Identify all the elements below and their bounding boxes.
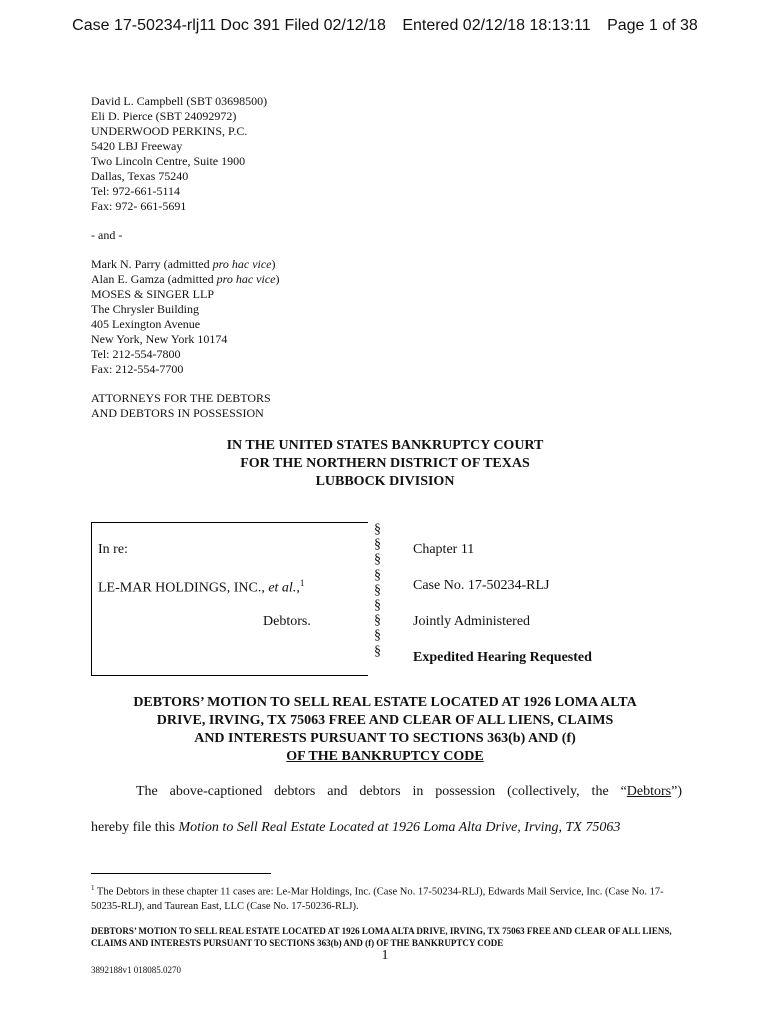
counsel-line-parry: Mark N. Parry (admitted pro hac vice)	[91, 257, 276, 271]
entered-info: Entered 02/12/18 18:13:11	[402, 17, 591, 34]
motion-title: DEBTORS’ MOTION TO SELL REAL ESTATE LOCATED AT 1926 LOMA ALTA DRIVE, IRVING, TX 75063 FREE AND CLEAR OF ALL LIENS, CLAIMS AND INTERESTS PURSUANT TO SECTIONS 363(b) AND (f) OF THE BANKRUPTCY CODE	[133, 695, 637, 764]
ecf-header-stamp	[0, 17, 770, 35]
defined-term-debtors: Debtors	[626, 784, 672, 799]
chapter-label: Chapter 11	[413, 542, 475, 557]
counsel-line: Fax: 972- 661-5691	[91, 199, 187, 213]
motion-title-reference: Motion to Sell Real Estate Located at 1926 Loma Alta Drive, Irving, TX 75063	[178, 820, 621, 835]
debtors-label: Debtors.	[263, 614, 311, 629]
counsel-line: Two Lincoln Centre, Suite 1900	[91, 154, 246, 168]
footer-running-title: DEBTORS’ MOTION TO SELL REAL ESTATE LOCATED AT 1926 LOMA ALTA DRIVE, IRVING, TX 75063 FREE AND CLEAR OF ALL LIENS, CLAIMS AND INTERESTS PURSUANT TO SECTIONS 363(b) AND (f) OF THE BANKRUPTCY CODE	[91, 926, 672, 948]
counsel-block-moses-singer	[91, 257, 280, 377]
attorneys-designation: ATTORNEYS FOR THE DEBTORS AND DEBTORS IN POSSESSION	[91, 391, 271, 420]
counsel-line-gamza: Alan E. Gamza (admitted pro hac vice)	[91, 272, 280, 286]
case-filed-info: Case 17-50234-rlj11 Doc 391 Filed 02/12/18	[72, 17, 386, 34]
document-id: 3892188v1 018085.0270	[91, 965, 181, 975]
counsel-line: The Chrysler Building	[91, 302, 199, 316]
counsel-line: UNDERWOOD PERKINS, P.C.	[91, 124, 248, 138]
footnote-marker: 1	[299, 578, 305, 588]
counsel-line: Eli D. Pierce (SBT 24092972)	[91, 109, 237, 123]
body-paragraph-line: hereby file this Motion to Sell Real Estate Located at 1926 Loma Alta Drive, Irving, TX 75063	[91, 820, 621, 835]
footnote-rule	[91, 873, 271, 874]
counsel-line: New York, New York 10174	[91, 332, 228, 346]
counsel-line: 5420 LBJ Freeway	[91, 139, 183, 153]
section-symbol: §	[374, 597, 381, 613]
section-symbol: §	[374, 522, 381, 537]
case-caption-box	[91, 522, 368, 676]
section-symbol: §	[374, 628, 381, 644]
page-count: Page 1 of 38	[607, 17, 698, 34]
section-symbol: §	[374, 537, 381, 553]
counsel-block-underwood	[91, 94, 267, 214]
and-separator: - and -	[91, 228, 123, 242]
section-symbol-column	[374, 522, 381, 659]
page-number: 1	[381, 948, 389, 963]
case-number: Case No. 17-50234-RLJ	[413, 578, 550, 593]
counsel-line: Tel: 972-661-5114	[91, 184, 181, 198]
section-symbol: §	[374, 613, 381, 629]
court-heading: IN THE UNITED STATES BANKRUPTCY COURT FOR THE NORTHERN DISTRICT OF TEXAS LUBBOCK DIVISION	[226, 438, 544, 489]
expedited-hearing-label: Expedited Hearing Requested	[413, 650, 592, 665]
in-re-label: In re:	[98, 542, 128, 557]
counsel-line: Dallas, Texas 75240	[91, 169, 189, 183]
debtor-name: LE-MAR HOLDINGS, INC., et al.,$^1$	[98, 578, 305, 596]
section-symbol: §	[374, 567, 381, 583]
section-symbol: §	[374, 552, 381, 568]
jointly-administered-label: Jointly Administered	[413, 614, 531, 629]
counsel-line: Tel: 212-554-7800	[91, 347, 181, 361]
counsel-line: David L. Campbell (SBT 03698500)	[91, 94, 268, 108]
body-paragraph-line: The above-captioned debtors and debtors in possession (collectively, the “Debtors”)	[136, 784, 682, 799]
counsel-line: Fax: 212-554-7700	[91, 362, 184, 376]
counsel-line: MOSES & SINGER LLP	[91, 287, 215, 301]
counsel-line: 405 Lexington Avenue	[91, 317, 201, 331]
section-symbol: §	[374, 643, 381, 659]
section-symbol: §	[374, 582, 381, 598]
footnote: $^1$ The Debtors in these chapter 11 cases are: Le-Mar Holdings, Inc. (Case No. 17-50234-RLJ), Edwards Mail Service, Inc. (Case No. 17-50235-RLJ), and Taurean East, LLC (Case No. 17-50236-RLJ).	[91, 884, 664, 912]
